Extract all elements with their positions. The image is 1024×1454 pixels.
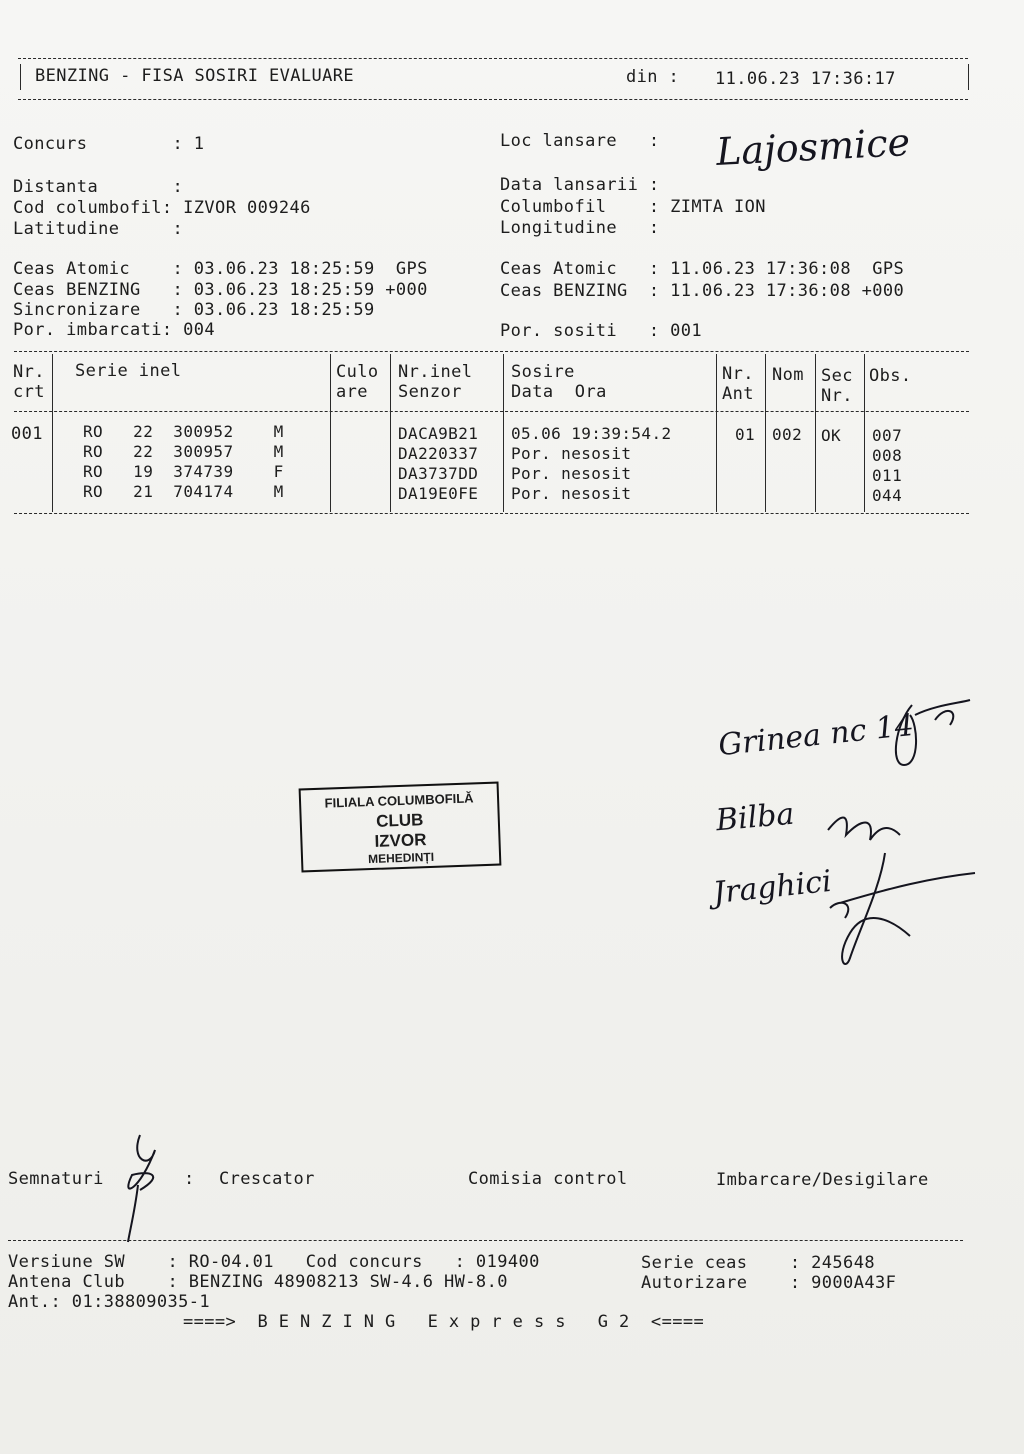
handwritten-signature-2: Bilba bbox=[714, 796, 796, 839]
ceas-atomic-end: Ceas Atomic : 11.06.23 17:36:08 GPS bbox=[500, 259, 905, 279]
row-2-obs: 008 bbox=[872, 446, 903, 465]
benzing-brand-line: ====> B E N Z I N G E x p r e s s G 2 <==== bbox=[183, 1312, 705, 1332]
por-sositi-field: Por. sositi : 001 bbox=[500, 321, 703, 341]
data-lansarii-field: Data lansarii : bbox=[500, 175, 660, 195]
th-nr-1: Nr. bbox=[13, 362, 45, 382]
row-4-obs: 044 bbox=[872, 486, 903, 505]
autorizare-line: Autorizare : 9000A43F bbox=[641, 1273, 897, 1293]
table-top-rule bbox=[14, 351, 969, 352]
row-2-sosire: Por. nesosit bbox=[511, 444, 632, 463]
col-sep-2 bbox=[330, 354, 331, 512]
ant-line: Ant.: 01:38809035-1 bbox=[8, 1292, 211, 1312]
header-title: BENZING - FISA SOSIRI EVALUARE bbox=[35, 66, 355, 86]
th-serie-inel: Serie inel bbox=[75, 361, 182, 381]
row-1-senzor: DACA9B21 bbox=[398, 424, 479, 443]
header-bottom-rule bbox=[18, 99, 968, 100]
table-bottom-rule bbox=[14, 513, 969, 514]
footer-rule bbox=[8, 1240, 963, 1241]
col-sep-4 bbox=[503, 354, 504, 512]
semnaturi-label: Semnaturi bbox=[8, 1169, 104, 1189]
header-top-rule bbox=[18, 58, 968, 59]
stamp-line-4: MEHEDINȚI bbox=[367, 849, 435, 867]
row-1-sec: OK bbox=[821, 426, 842, 445]
header-din-label: din : bbox=[626, 67, 680, 87]
sincronizare-field: Sincronizare : 03.06.23 18:25:59 bbox=[13, 300, 375, 320]
row-4-sosire: Por. nesosit bbox=[511, 484, 632, 503]
row-3-ring: RO 19 374739 F bbox=[83, 462, 284, 481]
concurs-field: Concurs : 1 bbox=[13, 134, 205, 154]
th-sec-1: Sec bbox=[821, 366, 853, 386]
loc-lansare-handwritten: Lajosmice bbox=[714, 119, 912, 175]
row-3-sosire: Por. nesosit bbox=[511, 464, 632, 483]
th-nr-ant-1: Nr. bbox=[722, 364, 754, 384]
header-din-value: 11.06.23 17:36:17 bbox=[715, 69, 896, 89]
stamp-line-2: CLUB bbox=[375, 810, 424, 831]
cod-columbofil-field: Cod columbofil: IZVOR 009246 bbox=[13, 198, 311, 218]
club-stamp bbox=[299, 782, 502, 873]
signature-scribble-3 bbox=[830, 848, 980, 973]
col-sep-5 bbox=[716, 354, 717, 512]
header-left-border bbox=[20, 64, 21, 90]
row-crt-number: 001 bbox=[11, 424, 43, 444]
distanta-field: Distanta : bbox=[13, 177, 184, 197]
row-1-sosire: 05.06 19:39:54.2 bbox=[511, 424, 672, 443]
ceas-atomic-start: Ceas Atomic : 03.06.23 18:25:59 GPS bbox=[13, 259, 428, 279]
row-3-senzor: DA3737DD bbox=[398, 464, 479, 483]
signature-scribble-1 bbox=[890, 695, 970, 775]
ceas-benzing-end: Ceas BENZING : 11.06.23 17:36:08 +000 bbox=[500, 281, 905, 301]
col-sep-6 bbox=[765, 354, 766, 512]
col-sep-8 bbox=[864, 354, 865, 512]
th-data-ora: Data Ora bbox=[511, 382, 607, 402]
table-header-rule bbox=[14, 411, 969, 412]
longitudine-field: Longitudine : bbox=[500, 218, 660, 238]
header-right-border bbox=[968, 64, 969, 90]
th-nr-ant-2: Ant bbox=[722, 384, 754, 404]
serie-ceas-line: Serie ceas : 245648 bbox=[641, 1253, 875, 1273]
th-culoare-1: Culo bbox=[336, 362, 379, 382]
antena-line: Antena Club : BENZING 48908213 SW-4.6 HW-8.0 bbox=[8, 1272, 508, 1292]
crescator-label: Crescator bbox=[219, 1169, 315, 1189]
row-1-ant: 01 bbox=[735, 425, 756, 444]
th-sosire: Sosire bbox=[511, 362, 575, 382]
th-sec-2: Nr. bbox=[821, 386, 853, 406]
ceas-benzing-start: Ceas BENZING : 03.06.23 18:25:59 +000 bbox=[13, 280, 428, 300]
col-sep-3 bbox=[390, 354, 391, 512]
th-culoare-2: are bbox=[336, 382, 368, 402]
semnaturi-colon: : bbox=[184, 1169, 195, 1189]
th-nom: Nom bbox=[772, 365, 804, 385]
imbarcare-label: Imbarcare/Desigilare bbox=[716, 1170, 929, 1190]
versiune-line: Versiune SW : RO-04.01 Cod concurs : 019400 bbox=[8, 1252, 540, 1272]
row-2-senzor: DA220337 bbox=[398, 444, 479, 463]
row-1-nom: 002 bbox=[772, 425, 803, 444]
row-2-ring: RO 22 300957 M bbox=[83, 442, 284, 461]
crescator-signature-scribble bbox=[110, 1130, 190, 1245]
th-obs: Obs. bbox=[869, 366, 912, 386]
row-4-senzor: DA19E0FE bbox=[398, 484, 479, 503]
row-4-ring: RO 21 704174 M bbox=[83, 482, 284, 501]
th-senzor: Senzor bbox=[398, 382, 462, 402]
handwritten-signature-3: Jraghici bbox=[711, 863, 834, 912]
col-sep-1 bbox=[52, 354, 53, 512]
columbofil-field: Columbofil : ZIMTA ION bbox=[500, 197, 766, 217]
por-imbarcati-field: Por. imbarcati: 004 bbox=[13, 320, 216, 340]
col-sep-7 bbox=[815, 354, 816, 512]
loc-lansare-field: Loc lansare : bbox=[500, 131, 660, 151]
latitudine-field: Latitudine : bbox=[13, 219, 184, 239]
row-1-obs: 007 bbox=[872, 426, 903, 445]
handwritten-signature-1: Grinea nc 14 bbox=[716, 707, 916, 764]
th-nr-2: crt bbox=[13, 382, 45, 402]
row-3-obs: 011 bbox=[872, 466, 903, 485]
row-1-ring: RO 22 300952 M bbox=[83, 422, 284, 441]
stamp-line-1: FILIALA COLUMBOFILĂ bbox=[324, 790, 474, 811]
stamp-line-3: IZVOR bbox=[374, 830, 427, 851]
signature-scribble-2 bbox=[820, 795, 910, 855]
comisia-control-label: Comisia control bbox=[468, 1169, 628, 1189]
th-nr-inel: Nr.inel bbox=[398, 362, 473, 382]
